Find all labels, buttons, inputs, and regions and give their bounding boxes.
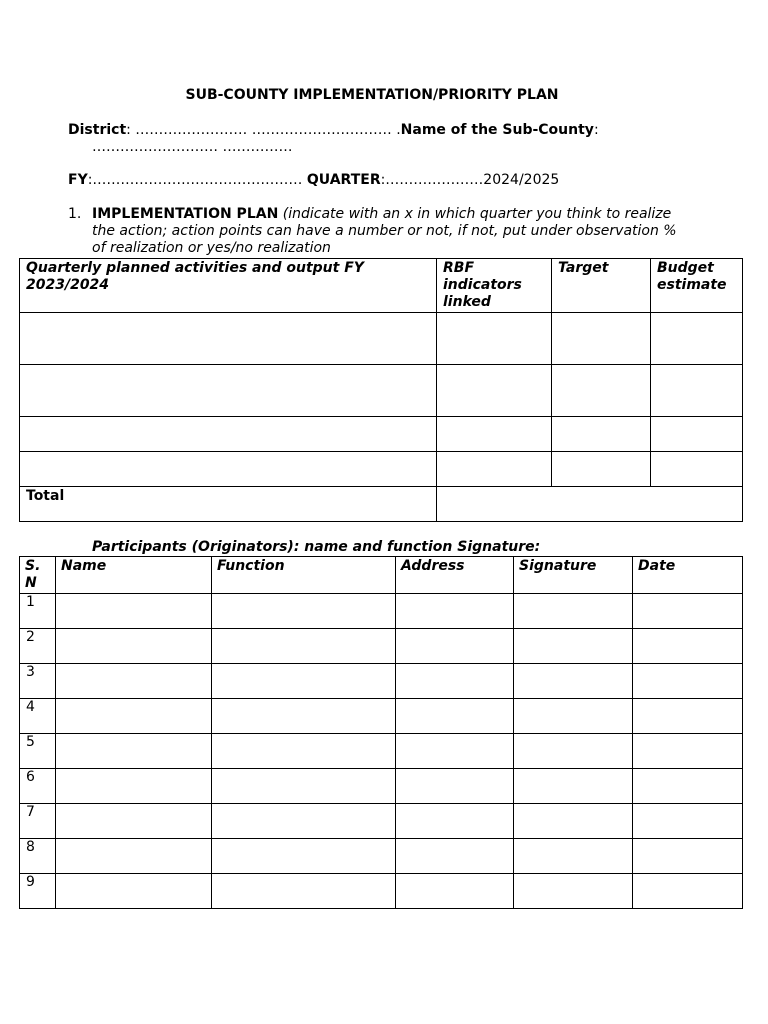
date-cell[interactable] xyxy=(633,629,743,664)
plan-cell[interactable] xyxy=(552,417,651,452)
section-text xyxy=(92,206,692,257)
plan-total-label: Total xyxy=(20,487,437,522)
address-cell[interactable] xyxy=(396,734,514,769)
plan-header-target: Target xyxy=(552,259,651,313)
function-cell[interactable] xyxy=(212,699,396,734)
table-row xyxy=(20,365,743,417)
plan-header-budget: Budget estimate xyxy=(651,259,743,313)
plan-cell[interactable] xyxy=(20,313,437,365)
table-row xyxy=(20,839,743,874)
subcounty-colon: : xyxy=(593,122,599,138)
address-cell[interactable] xyxy=(396,699,514,734)
row-number: 6 xyxy=(20,769,56,804)
section-heading: IMPLEMENTATION PLAN xyxy=(92,206,279,222)
plan-cell[interactable] xyxy=(20,365,437,417)
table-row xyxy=(20,629,743,664)
district-value: : …………………… ………………………… . xyxy=(126,122,401,138)
name-cell[interactable] xyxy=(56,839,212,874)
plan-header-rbf: RBF indicators linked xyxy=(437,259,552,313)
name-cell[interactable] xyxy=(56,804,212,839)
district-line xyxy=(68,122,599,138)
name-cell[interactable] xyxy=(56,699,212,734)
table-row xyxy=(20,452,743,487)
row-number: 3 xyxy=(20,664,56,699)
signature-cell[interactable] xyxy=(514,804,633,839)
plan-cell[interactable] xyxy=(651,417,743,452)
function-cell[interactable] xyxy=(212,664,396,699)
address-cell[interactable] xyxy=(396,664,514,699)
plan-cell[interactable] xyxy=(552,452,651,487)
function-cell[interactable] xyxy=(212,804,396,839)
plan-cell[interactable] xyxy=(437,452,552,487)
participants-header-function: Function xyxy=(212,557,396,594)
row-number: 7 xyxy=(20,804,56,839)
quarter-value: :…………………2024/2025 xyxy=(380,172,560,188)
participants-header-row xyxy=(20,557,743,594)
name-cell[interactable] xyxy=(56,874,212,909)
function-cell[interactable] xyxy=(212,839,396,874)
address-cell[interactable] xyxy=(396,629,514,664)
row-number: 4 xyxy=(20,699,56,734)
date-cell[interactable] xyxy=(633,594,743,629)
function-cell[interactable] xyxy=(212,629,396,664)
plan-cell[interactable] xyxy=(437,417,552,452)
table-row xyxy=(20,699,743,734)
fy-label: FY xyxy=(68,172,88,188)
row-number: 8 xyxy=(20,839,56,874)
plan-total-cell[interactable] xyxy=(437,487,743,522)
plan-cell[interactable] xyxy=(552,365,651,417)
table-row xyxy=(20,874,743,909)
table-row xyxy=(20,769,743,804)
function-cell[interactable] xyxy=(212,594,396,629)
fy-quarter-line xyxy=(68,172,559,188)
plan-cell[interactable] xyxy=(437,365,552,417)
address-cell[interactable] xyxy=(396,594,514,629)
date-cell[interactable] xyxy=(633,664,743,699)
participants-header-name: Name xyxy=(56,557,212,594)
page-title: SUB-COUNTY IMPLEMENTATION/PRIORITY PLAN xyxy=(185,87,559,103)
subcounty-label: Name of the Sub-County xyxy=(400,122,594,138)
signature-cell[interactable] xyxy=(514,839,633,874)
subcounty-value: ……………………… …………… xyxy=(92,139,293,155)
signature-cell[interactable] xyxy=(514,664,633,699)
plan-cell[interactable] xyxy=(651,365,743,417)
plan-header-row xyxy=(20,259,743,313)
participants-header-sn: S. N xyxy=(20,557,56,594)
section-number: 1. xyxy=(68,206,82,222)
date-cell[interactable] xyxy=(633,804,743,839)
function-cell[interactable] xyxy=(212,734,396,769)
row-number: 2 xyxy=(20,629,56,664)
participants-table xyxy=(19,556,743,909)
plan-cell[interactable] xyxy=(20,452,437,487)
row-number: 1 xyxy=(20,594,56,629)
plan-cell[interactable] xyxy=(437,313,552,365)
date-cell[interactable] xyxy=(633,839,743,874)
date-cell[interactable] xyxy=(633,874,743,909)
signature-cell[interactable] xyxy=(514,769,633,804)
plan-header-activities: Quarterly planned activities and output FY 2023/2024 xyxy=(20,259,437,313)
row-number: 9 xyxy=(20,874,56,909)
signature-cell[interactable] xyxy=(514,594,633,629)
address-cell[interactable] xyxy=(396,839,514,874)
name-cell[interactable] xyxy=(56,664,212,699)
table-row xyxy=(20,804,743,839)
signature-cell[interactable] xyxy=(514,874,633,909)
quarter-label: QUARTER xyxy=(306,172,381,188)
plan-cell[interactable] xyxy=(651,313,743,365)
date-cell[interactable] xyxy=(633,734,743,769)
name-cell[interactable] xyxy=(56,734,212,769)
signature-cell[interactable] xyxy=(514,699,633,734)
table-row xyxy=(20,734,743,769)
date-cell[interactable] xyxy=(633,699,743,734)
signature-cell[interactable] xyxy=(514,629,633,664)
row-number: 5 xyxy=(20,734,56,769)
table-row xyxy=(20,417,743,452)
table-row xyxy=(20,594,743,629)
address-cell[interactable] xyxy=(396,874,514,909)
participants-header-signature: Signature xyxy=(514,557,633,594)
table-row xyxy=(20,664,743,699)
plan-cell[interactable] xyxy=(552,313,651,365)
date-cell[interactable] xyxy=(633,769,743,804)
fy-value: :……………………………………… xyxy=(87,172,307,188)
function-cell[interactable] xyxy=(212,874,396,909)
name-cell[interactable] xyxy=(56,629,212,664)
district-label: District xyxy=(68,122,127,138)
address-cell[interactable] xyxy=(396,804,514,839)
name-cell[interactable] xyxy=(56,769,212,804)
function-cell[interactable] xyxy=(212,769,396,804)
plan-cell[interactable] xyxy=(651,452,743,487)
implementation-plan-table xyxy=(19,258,743,522)
signature-cell[interactable] xyxy=(514,734,633,769)
section-instruction: (indicate with an x in which quarter you think to realize the action; action points can have a number or not, if not, put under observation % of realization or yes/no realization xyxy=(92,206,677,256)
name-cell[interactable] xyxy=(56,594,212,629)
participants-title: Participants (Originators): name and function Signature: xyxy=(92,539,541,555)
participants-header-date: Date xyxy=(633,557,743,594)
plan-total-row xyxy=(20,487,743,522)
table-row xyxy=(20,313,743,365)
participants-header-address: Address xyxy=(396,557,514,594)
address-cell[interactable] xyxy=(396,769,514,804)
plan-cell[interactable] xyxy=(20,417,437,452)
